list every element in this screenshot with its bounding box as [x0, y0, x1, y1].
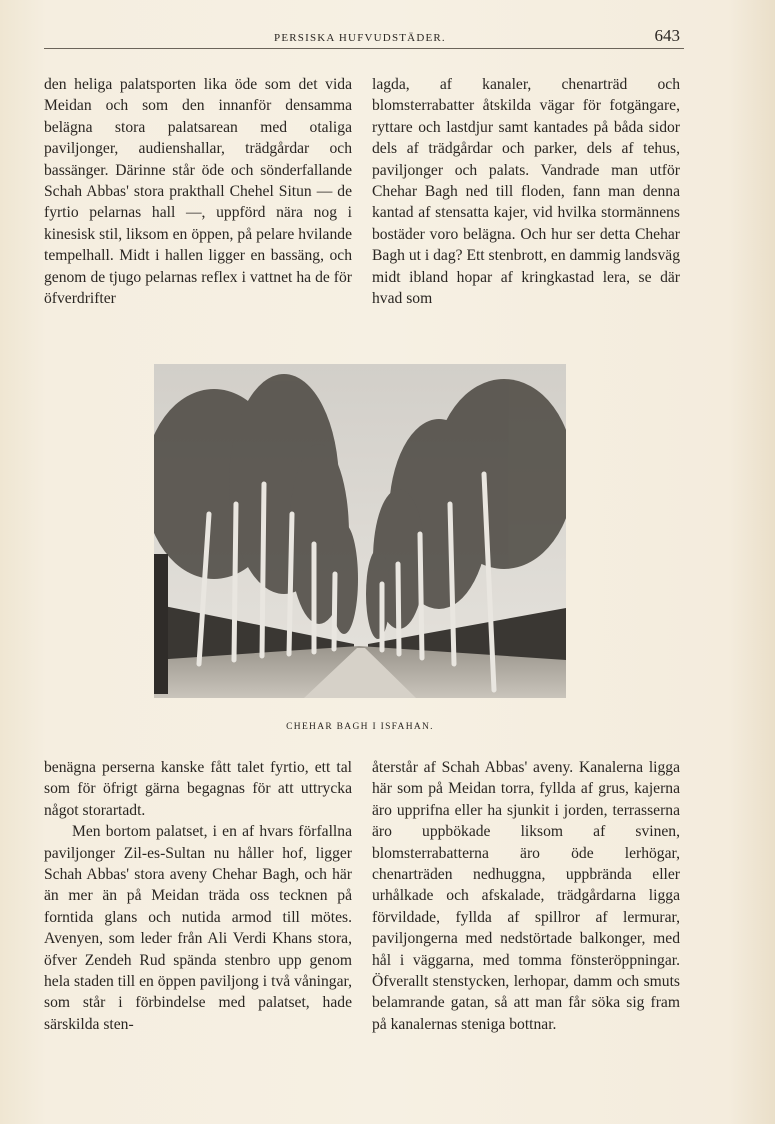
paragraph: lagda, af kanaler, chenarträd och blomsterrabatter åtskilda vägar för fotgängare, ryttare och lastdjur samt kantades på båda sidor dels af trädgårdar och parker, dels af tehus, paviljonger och palats. Vandrade man utför Chehar Bagh ned till floden, fann man denna kantad af stensatta kajer, vid hvilka stormännens bostäder voro belägna. Och hur ser detta Chehar Bagh ut i dag? Ett stenbrott, en dammig landsväg midt ibland hopar af kringkastad lera, se där hvad som	[372, 76, 680, 308]
running-title: PERSISKA HUFVUDSTÄDER.	[274, 32, 446, 44]
paragraph: benägna perserna kanske fått talet fyrtio, ett tal som för öfrigt gärna begagnas för att uttrycka något storartadt.	[44, 759, 352, 819]
tree-avenue-illustration	[154, 364, 566, 698]
column-left-bottom	[44, 757, 352, 1035]
running-head	[44, 28, 684, 49]
figure-caption: CHEHAR BAGH I ISFAHAN.	[286, 722, 434, 732]
page-number: 643	[654, 26, 680, 45]
column-left-top	[44, 74, 352, 309]
column-right-top	[372, 74, 680, 309]
column-right-bottom	[372, 757, 680, 1035]
paragraph: Men bortom palatset, i en af hvars förfallna paviljonger Zil-es-Sultan nu håller hof, ligger Schah Abbas' stora aveny Chehar Bagh, och här än mer än på Meidan träda oss tecknen på forntida glans och nutida armod till mötes. Avenyen, som leder från Ali Verdi Khans stora, öfver Zendeh Rud spända stenbro upp genom hela staden till en öppen paviljong i två våningar, som står i förbindelse med palatset, hade särskilda sten-	[44, 823, 352, 1033]
paragraph: den heliga palatsporten lika öde som det vida Meidan och som den innanför densamma belägna stora palatsarean med otaliga paviljonger, audienshallar, trädgårdar och bassänger. Därinne står öde och sönderfallande Schah Abbas' stora prakthall Chehel Situn — de fyrtio pelarnas hall —, uppförd nära nog i kinesisk stil, liksom en öppen, på pelare hvilande tempelhall. Midt i hallen ligger en bassäng, och genom de tjugo pelarnas reflex i vattnet ha de för öfverdrifter	[44, 76, 352, 308]
paragraph: återstår af Schah Abbas' aveny. Kanalerna ligga här som på Meidan torra, fyllda af grus, kajerna äro upprifna eller ha sjunkit i jorden, terrasserna äro uppbökade liksom af svinen, blomsterrabatterna äro öde lerhögar, chenarträden nedhuggna, uppbrända eller urhålkade och afskalade, trädgårdarna ligga förvildade, fyllda af spillror af lermurar, paviljongerna med nedstörtade balkonger, med hål i väggarna, med tomma fönsteröppningar. Öfverallt stenstycken, lerhopar, damm och smuts belamrande gatan, så att man får söka sig fram på kanalernas steniga bottnar.	[372, 759, 680, 1033]
avenue-photograph	[154, 364, 566, 698]
